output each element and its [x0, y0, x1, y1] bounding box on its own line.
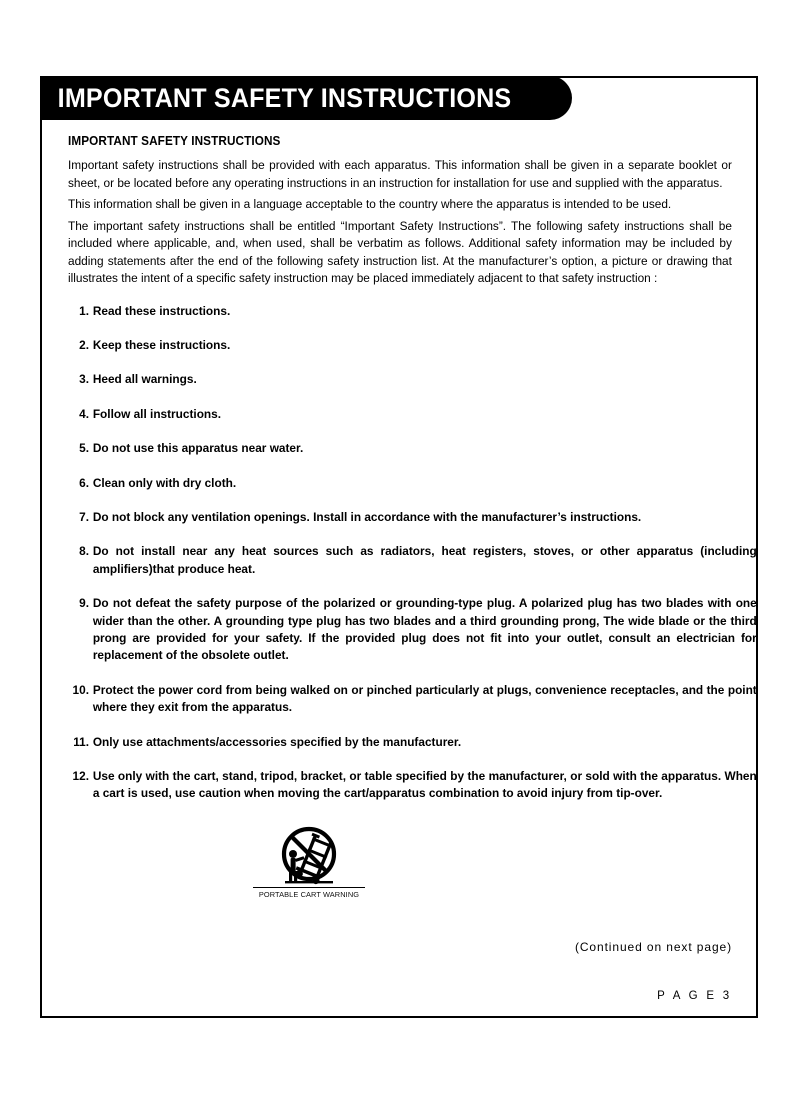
list-item-text: Read these instructions.	[92, 303, 231, 318]
list-item-number: 7.	[79, 509, 90, 524]
list-item-text: Follow all instructions.	[92, 406, 222, 421]
document-content	[68, 134, 757, 803]
list-item-text: Only use attachments/accessories specified by the manufacturer.	[92, 734, 462, 749]
cart-warning-figure	[253, 826, 365, 899]
portable-cart-warning-icon	[267, 826, 351, 886]
list-item-text: Clean only with dry cloth.	[92, 475, 237, 490]
list-item	[68, 595, 757, 665]
list-item	[68, 337, 757, 354]
list-item-number: 9.	[79, 596, 90, 611]
list-item	[68, 509, 757, 526]
page-title: IMPORTANT SAFETY INSTRUCTIONS	[57, 82, 512, 113]
cart-warning-caption: PORTABLE CART WARNING	[258, 890, 360, 899]
intro-paragraph-1: Important safety instructions shall be provided with each apparatus. This information shall be given in a separate booklet or sheet, or be located before any operating instructions in an instruction for installation for use and supplied with the apparatus.	[68, 158, 732, 190]
list-item-number: 4.	[79, 406, 90, 421]
list-item	[68, 371, 757, 388]
list-item-text: Do not block any ventilation openings. Install in accordance with the manufacturer’s instructions.	[92, 509, 642, 524]
list-item-number: 1.	[79, 303, 90, 318]
page-header-banner	[40, 76, 572, 120]
list-item-text: Do not defeat the safety purpose of the polarized or grounding-type plug. A polarized plug has two blades with one wider than the other. A grounding type plug has two blades and a third grounding prong, The wide blade or the third prong are provided for your safety. If the provided plug does not fit into your outlet, consult an electrician for replacement of the obsolete outlet.	[92, 596, 757, 663]
cart-caption-rule	[253, 887, 365, 888]
list-item-text: Do not install near any heat sources such as radiators, heat registers, stoves, or other apparatus (including amplifiers)that produce heat.	[92, 544, 757, 576]
intro-paragraph-2: This information shall be given in a language acceptable to the country where the apparatus is intended to be used.	[68, 197, 672, 211]
list-item-text: Do not use this apparatus near water.	[92, 441, 304, 456]
page-frame	[40, 76, 758, 1018]
list-item	[68, 768, 757, 803]
section-subtitle: IMPORTANT SAFETY INSTRUCTIONS	[68, 134, 281, 148]
list-item-number: 3.	[79, 372, 90, 387]
list-item-text: Keep these instructions.	[92, 337, 231, 352]
list-item	[68, 440, 757, 457]
list-item-number: 5.	[79, 441, 90, 456]
list-item	[68, 303, 757, 320]
list-item-text: Heed all warnings.	[92, 372, 197, 387]
list-item	[68, 543, 757, 578]
list-item-number: 2.	[79, 337, 90, 352]
list-item-text: Protect the power cord from being walked on or pinched particularly at plugs, convenience receptacles, and the point where they exit from the apparatus.	[92, 682, 757, 715]
list-item	[68, 406, 757, 423]
list-item-text: Use only with the cart, stand, tripod, bracket, or table specified by the manufacturer, or sold with the apparatus. When a cart is used, use caution when moving the cart/apparatus combination to avoid injury from tip-over.	[92, 769, 757, 801]
list-item-number: 8.	[79, 544, 90, 559]
list-item-number: 11.	[73, 734, 90, 749]
list-item-number: 12.	[72, 769, 90, 783]
continued-note: (Continued on next page)	[574, 940, 732, 954]
list-item-number: 10.	[72, 682, 90, 697]
intro-paragraph-3: The important safety instructions shall be entitled “Important Safety Instructions”. The following safety instructions shall be included where applicable, and, when used, shall be verbatim as follows. Additional safety information may be included by adding statements after the end of the following safety instruction list. At the manufacturer’s option, a picture or drawing that illustrates the intent of a specific safety instruction may be placed immediately adjacent to that safety instruction :	[68, 218, 732, 285]
list-item-number: 6.	[79, 475, 90, 490]
list-item	[68, 682, 757, 717]
page-number: P A G E 3	[657, 990, 732, 1002]
safety-instructions-list	[68, 303, 757, 803]
list-item	[68, 475, 757, 492]
list-item	[68, 734, 757, 751]
